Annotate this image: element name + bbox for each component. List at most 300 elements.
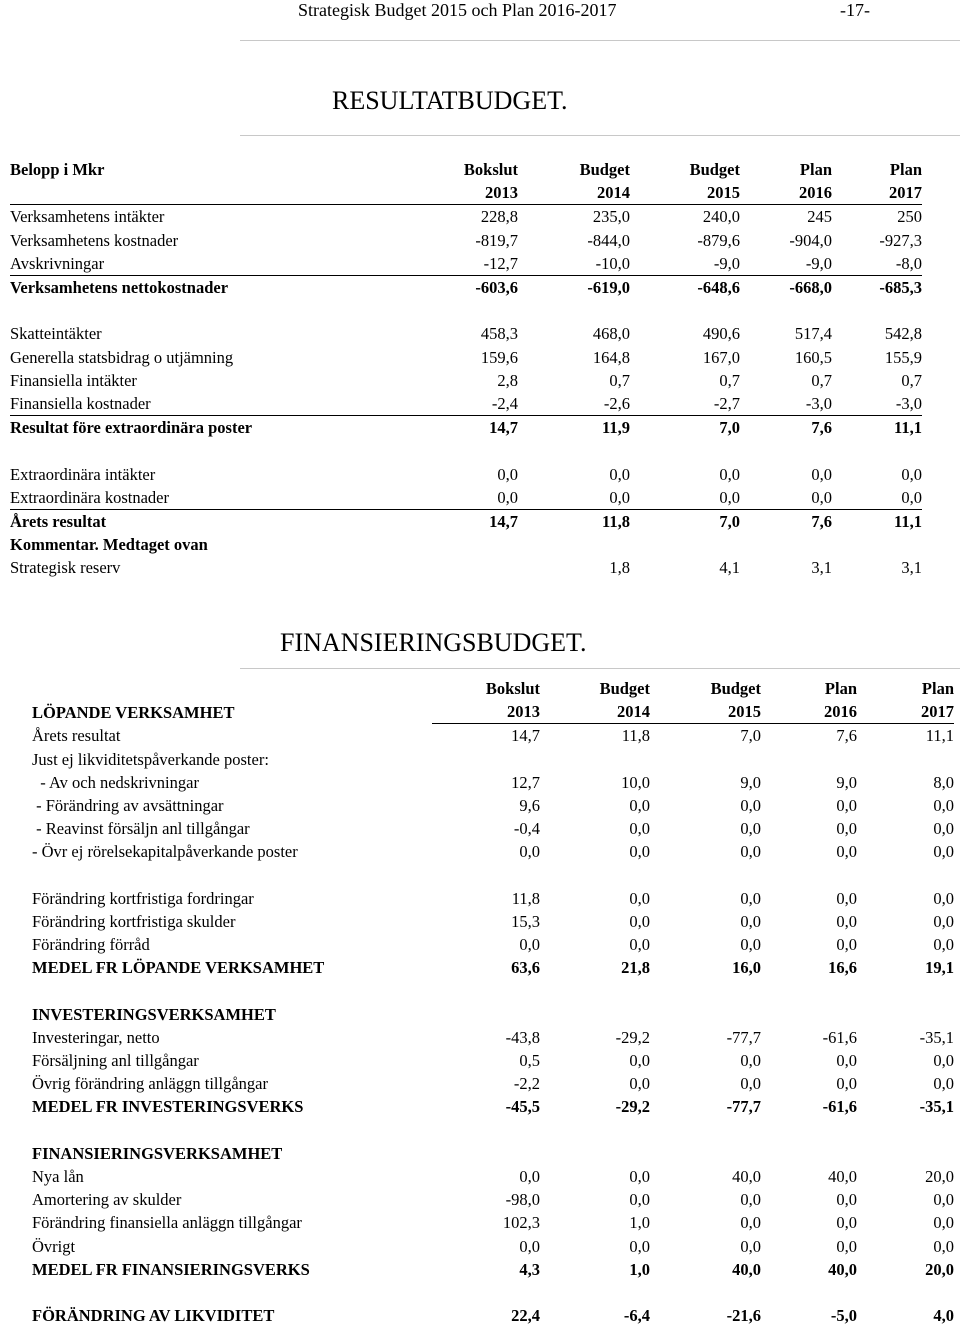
row-value: 0,0 [519, 935, 540, 955]
column-year: 2017 [857, 700, 954, 724]
spacer-cell [32, 979, 954, 1002]
row-label: Resultat före extraordinära poster [10, 418, 253, 438]
row-value [540, 1003, 650, 1026]
row-value: 7,0 [740, 726, 761, 746]
column-year: 2016 [761, 700, 857, 724]
spacer-row [10, 299, 922, 322]
row-value: 0,0 [497, 464, 518, 484]
row-label: FÖRÄNDRING AV LIKVIDITET [32, 1306, 275, 1326]
row-value: 1,0 [629, 1213, 650, 1233]
row-value: 7,6 [836, 726, 857, 746]
row-value: 15,3 [511, 911, 540, 931]
row-value [761, 1142, 857, 1165]
row-value: -2,7 [630, 392, 740, 416]
table-row [10, 509, 922, 533]
row-value: -29,2 [615, 1097, 650, 1117]
row-value: 7,6 [811, 511, 832, 531]
column-header: Plan [921, 679, 954, 699]
row-value: -819,7 [475, 230, 518, 250]
row-value: -61,6 [822, 1097, 857, 1117]
row-value: -35,1 [919, 1097, 954, 1117]
row-value: 19,1 [925, 958, 954, 978]
row-value: -9,0 [740, 252, 832, 276]
row-value: 11,8 [602, 511, 630, 531]
spacer-cell [32, 1119, 954, 1142]
spacer-cell [10, 299, 922, 322]
row-value: 0,7 [609, 370, 630, 390]
row-value [410, 533, 518, 556]
row-value: 7,0 [719, 418, 740, 438]
table-row [32, 1235, 954, 1258]
row-value: 228,8 [480, 207, 518, 227]
column-year: 2013 [432, 700, 540, 724]
column-header: Budget [689, 160, 740, 180]
row-value: 40,0 [828, 1259, 857, 1279]
row-value: 542,8 [884, 324, 922, 344]
table-row [32, 1304, 954, 1327]
row-label: MEDEL FR LÖPANDE VERKSAMHET [32, 958, 325, 978]
row-value: 155,9 [884, 347, 922, 367]
row-value: 0,0 [629, 1074, 650, 1094]
row-value: 1,8 [609, 558, 630, 578]
row-value: -43,8 [505, 1027, 540, 1047]
row-value: -603,6 [475, 278, 518, 298]
row-value: 0,0 [740, 486, 832, 510]
finansiering-rule [240, 668, 960, 669]
row-value: -668,0 [789, 278, 832, 298]
row-label: Extraordinära intäkter [10, 464, 156, 484]
column-header: Bokslut [463, 160, 518, 180]
table-row [10, 556, 922, 579]
row-value: 0,0 [740, 1051, 761, 1071]
table-row [10, 229, 922, 252]
table-row [32, 771, 954, 794]
row-value: -45,5 [505, 1097, 540, 1117]
row-value [832, 533, 922, 556]
row-value: 4,1 [719, 558, 740, 578]
row-value [761, 748, 857, 771]
row-value: 11,1 [894, 418, 922, 438]
row-value: 22,4 [511, 1306, 540, 1326]
column-label: Belopp i Mkr [10, 160, 105, 180]
row-value: 0,0 [933, 911, 954, 931]
row-value: 11,1 [925, 726, 954, 746]
row-value [432, 1003, 540, 1026]
row-value: -3,0 [832, 392, 922, 416]
row-value [857, 1003, 954, 1026]
table-row [32, 887, 954, 910]
row-value: 468,0 [592, 324, 630, 344]
finansieringsbudget-table [32, 677, 954, 1327]
row-value [650, 748, 761, 771]
row-label: Försäljning anl tillgångar [32, 1051, 199, 1071]
row-value: 0,0 [836, 1190, 857, 1210]
row-value [432, 748, 540, 771]
row-value: 0,0 [519, 1167, 540, 1187]
row-value [740, 533, 832, 556]
row-value: 0,0 [629, 1167, 650, 1187]
row-value: 40,0 [828, 1167, 857, 1187]
row-value: 11,8 [621, 726, 650, 746]
row-value: 0,0 [836, 1051, 857, 1071]
row-value: 20,0 [925, 1167, 954, 1187]
row-value: -2,4 [410, 392, 518, 416]
column-year: 2017 [832, 181, 922, 205]
row-value: 0,5 [519, 1051, 540, 1071]
spacer-row [32, 1119, 954, 1142]
row-value: 0,0 [740, 819, 761, 839]
column-header: Plan [889, 160, 922, 180]
row-value: 0,0 [740, 1236, 761, 1256]
row-value: 12,7 [511, 772, 540, 792]
row-value: 0,0 [629, 888, 650, 908]
row-value: 164,8 [592, 347, 630, 367]
row-value: -77,7 [726, 1097, 761, 1117]
table-row [32, 1258, 954, 1281]
row-value: 3,1 [811, 558, 832, 578]
row-value: 0,7 [811, 370, 832, 390]
row-value: 0,0 [836, 1213, 857, 1233]
row-label: Verksamhetens kostnader [10, 230, 179, 250]
table-row [10, 533, 922, 556]
row-label: Just ej likviditetspåverkande poster: [32, 749, 269, 769]
column-label-empty [10, 181, 410, 205]
spacer-row [32, 979, 954, 1002]
row-label: Förändring kortfristiga skulder [32, 911, 236, 931]
row-value [630, 533, 740, 556]
row-value: 0,0 [629, 842, 650, 862]
spacer-row [32, 1281, 954, 1304]
spacer-cell [32, 864, 954, 887]
header-row [10, 158, 922, 181]
row-label: Nya lån [32, 1167, 84, 1187]
row-value: 0,0 [630, 486, 740, 510]
row-value: 1,0 [629, 1259, 650, 1279]
row-value [410, 556, 518, 579]
row-label: Kommentar. Medtaget ovan [10, 535, 208, 555]
row-value: -98,0 [505, 1190, 540, 1210]
row-value: 0,0 [629, 1051, 650, 1071]
row-value: 0,0 [740, 935, 761, 955]
row-value: 240,0 [702, 207, 740, 227]
table-row [32, 933, 954, 956]
row-value: 0,0 [836, 1074, 857, 1094]
header-year-row [10, 181, 922, 205]
row-value: -61,6 [822, 1027, 857, 1047]
row-value: 0,0 [740, 842, 761, 862]
row-value: 0,0 [836, 842, 857, 862]
row-value: 490,6 [702, 324, 740, 344]
row-label: FINANSIERINGSVERKSAMHET [32, 1143, 283, 1163]
row-value: -0,4 [513, 819, 540, 839]
row-value: 458,3 [480, 324, 518, 344]
row-value: -904,0 [789, 230, 832, 250]
row-value: -685,3 [879, 278, 922, 298]
table-row [32, 1049, 954, 1072]
table-row [32, 724, 954, 748]
table-row [32, 748, 954, 771]
row-value: -6,4 [623, 1306, 650, 1326]
row-value: -29,2 [615, 1027, 650, 1047]
row-value: -2,6 [518, 392, 630, 416]
resultatbudget-title: RESULTATBUDGET. [332, 86, 568, 115]
row-value: 0,0 [933, 935, 954, 955]
row-value: -927,3 [879, 230, 922, 250]
row-value: 0,7 [719, 370, 740, 390]
row-label: Årets resultat [10, 511, 107, 531]
row-value: 0,0 [933, 1074, 954, 1094]
resultat-rule [240, 135, 960, 136]
row-value: 159,6 [480, 347, 518, 367]
row-label: INVESTERINGSVERKSAMHET [32, 1004, 276, 1024]
row-label: - Av och nedskrivningar [32, 772, 199, 792]
row-value: 40,0 [732, 1259, 761, 1279]
row-value: 7,6 [811, 418, 832, 438]
header-year-row [32, 700, 954, 724]
row-value: 20,0 [925, 1259, 954, 1279]
row-value: 4,0 [933, 1306, 954, 1326]
column-header: Budget [710, 679, 761, 699]
row-label: Förändring finansiella anläggn tillgångar [32, 1213, 302, 1233]
column-label-empty [32, 677, 432, 700]
table-row [10, 462, 922, 485]
row-value: 0,0 [629, 1236, 650, 1256]
row-value: 0,0 [518, 486, 630, 510]
table-row [32, 794, 954, 817]
row-value [540, 748, 650, 771]
row-value: 235,0 [592, 207, 630, 227]
row-value: 0,0 [519, 1236, 540, 1256]
row-label: - Övr ej rörelsekapitalpåverkande poster [32, 842, 298, 862]
page-header [0, 0, 960, 40]
spacer-row [10, 439, 922, 462]
table-row [32, 1095, 954, 1118]
column-header: Plan [824, 679, 857, 699]
table-row [32, 1165, 954, 1188]
finansieringsbudget-title: FINANSIERINGSBUDGET. [280, 628, 587, 657]
row-value: -12,7 [410, 252, 518, 276]
table-row [10, 369, 922, 392]
row-label: Strategisk reserv [10, 558, 121, 578]
row-value: 14,7 [489, 418, 518, 438]
row-label: MEDEL FR FINANSIERINGSVERKS [32, 1259, 310, 1279]
row-value: 0,0 [836, 796, 857, 816]
row-value: 11,8 [511, 888, 540, 908]
row-value: 517,4 [794, 324, 832, 344]
spacer-cell [10, 439, 922, 462]
row-value: 16,6 [828, 958, 857, 978]
row-value: -9,0 [630, 252, 740, 276]
table-row [32, 1211, 954, 1234]
table-row [32, 1072, 954, 1095]
table-row [32, 910, 954, 933]
row-value: -2,2 [513, 1074, 540, 1094]
row-value: 0,7 [901, 370, 922, 390]
row-value: 4,3 [519, 1259, 540, 1279]
table-row [10, 275, 922, 299]
row-value: 245 [807, 207, 832, 227]
row-value: 0,0 [933, 1190, 954, 1210]
row-value: -619,0 [587, 278, 630, 298]
row-label: Årets resultat [32, 726, 121, 746]
row-label: Verksamhetens intäkter [10, 207, 165, 227]
row-value: 14,7 [511, 726, 540, 746]
row-value: -35,1 [919, 1027, 954, 1047]
column-header: Budget [599, 679, 650, 699]
row-label: Finansiella intäkter [10, 370, 137, 390]
table-row [10, 486, 922, 510]
row-value: 0,0 [836, 935, 857, 955]
header-row [32, 677, 954, 700]
column-year: 2015 [630, 181, 740, 205]
row-value [540, 1142, 650, 1165]
row-label: MEDEL FR INVESTERINGSVERKS [32, 1097, 304, 1117]
table-row [10, 205, 922, 229]
row-value: 0,0 [740, 1213, 761, 1233]
row-label: Skatteintäkter [10, 324, 102, 344]
row-value: -5,0 [830, 1306, 857, 1326]
row-label: Verksamhetens nettokostnader [10, 278, 229, 298]
row-value: -21,6 [726, 1306, 761, 1326]
table-row [10, 346, 922, 369]
row-value: 21,8 [621, 958, 650, 978]
column-year: 2014 [540, 700, 650, 724]
column-year: 2014 [518, 181, 630, 205]
row-value: 0,0 [740, 911, 761, 931]
row-value: 0,0 [933, 1236, 954, 1256]
row-value [650, 1003, 761, 1026]
row-value: 0,0 [740, 1190, 761, 1210]
table-row [32, 840, 954, 863]
row-value: 250 [897, 207, 922, 227]
row-value: 9,6 [519, 796, 540, 816]
row-label: Finansiella kostnader [10, 392, 410, 416]
row-value: 3,1 [901, 558, 922, 578]
row-value: 8,0 [933, 772, 954, 792]
row-value: 0,0 [740, 888, 761, 908]
row-value [761, 1003, 857, 1026]
row-label: Amortering av skulder [32, 1190, 182, 1210]
row-value: 14,7 [489, 511, 518, 531]
table-row [32, 1003, 954, 1026]
row-value: -879,6 [697, 230, 740, 250]
column-year: 2016 [740, 181, 832, 205]
row-label: Avskrivningar [10, 252, 410, 276]
row-value: 160,5 [794, 347, 832, 367]
column-header: Bokslut [485, 679, 540, 699]
column-header: Budget [579, 160, 630, 180]
row-value: 0,0 [836, 911, 857, 931]
row-value: 0,0 [836, 1236, 857, 1256]
row-value: 102,3 [502, 1213, 540, 1233]
row-value: -8,0 [832, 252, 922, 276]
column-year: 2013 [410, 181, 518, 205]
row-value: 7,0 [719, 511, 740, 531]
row-label: Övrig förändring anläggn tillgångar [32, 1074, 268, 1094]
row-value: 0,0 [629, 796, 650, 816]
table-row [10, 252, 922, 276]
row-label: Övrigt [32, 1236, 76, 1256]
row-value: 0,0 [901, 464, 922, 484]
document-title: Strategisk Budget 2015 och Plan 2016-2017 [298, 0, 617, 20]
row-value: 0,0 [933, 1213, 954, 1233]
row-value: 11,9 [602, 418, 630, 438]
section-label: LÖPANDE VERKSAMHET [32, 702, 235, 722]
table-row [32, 1026, 954, 1049]
row-label: - Reavinst försäljn anl tillgångar [32, 819, 250, 839]
row-value: 0,0 [629, 911, 650, 931]
row-value: 0,0 [629, 1190, 650, 1210]
row-value: 0,0 [740, 796, 761, 816]
row-value: -10,0 [518, 252, 630, 276]
row-value: 0,0 [410, 486, 518, 510]
row-value: -77,7 [726, 1027, 761, 1047]
row-value: 0,0 [811, 464, 832, 484]
row-value: 16,0 [732, 958, 761, 978]
row-value: 0,0 [740, 1074, 761, 1094]
row-value [518, 533, 630, 556]
header-rule [240, 40, 960, 41]
table-row [10, 392, 922, 416]
row-value: 0,0 [933, 796, 954, 816]
row-value: 0,0 [609, 464, 630, 484]
page-number: -17- [840, 0, 870, 20]
row-value: 0,0 [933, 888, 954, 908]
spacer-row [32, 864, 954, 887]
row-label: Förändring kortfristiga fordringar [32, 888, 254, 908]
row-value: -844,0 [587, 230, 630, 250]
row-value: 0,0 [933, 819, 954, 839]
row-value: 0,0 [836, 888, 857, 908]
table-row [32, 956, 954, 979]
row-label: Investeringar, netto [32, 1027, 160, 1047]
row-value: 0,0 [519, 842, 540, 862]
table-row [10, 416, 922, 440]
column-year: 2015 [650, 700, 761, 724]
row-value: 10,0 [621, 772, 650, 792]
row-label: Förändring förråd [32, 935, 150, 955]
row-value [857, 748, 954, 771]
row-value [432, 1142, 540, 1165]
row-value: 0,0 [832, 486, 922, 510]
row-value: -648,6 [697, 278, 740, 298]
row-value: -3,0 [740, 392, 832, 416]
table-row [32, 1188, 954, 1211]
row-value: 2,8 [497, 370, 518, 390]
resultatbudget-table [10, 158, 922, 579]
row-value: 167,0 [702, 347, 740, 367]
row-value: 11,1 [894, 511, 922, 531]
row-value: 40,0 [732, 1167, 761, 1187]
row-value: 9,0 [740, 772, 761, 792]
row-value: 0,0 [629, 819, 650, 839]
spacer-cell [32, 1281, 954, 1304]
row-value: 0,0 [933, 842, 954, 862]
row-value [857, 1142, 954, 1165]
row-value: 0,0 [836, 819, 857, 839]
row-value: 0,0 [719, 464, 740, 484]
table-row [32, 817, 954, 840]
table-row [10, 322, 922, 345]
row-value: 9,0 [836, 772, 857, 792]
row-value: 0,0 [629, 935, 650, 955]
row-value [650, 1142, 761, 1165]
row-value: 0,0 [933, 1051, 954, 1071]
row-label: - Förändring av avsättningar [32, 796, 224, 816]
column-header: Plan [799, 160, 832, 180]
table-row [32, 1142, 954, 1165]
row-value: 63,6 [511, 958, 540, 978]
